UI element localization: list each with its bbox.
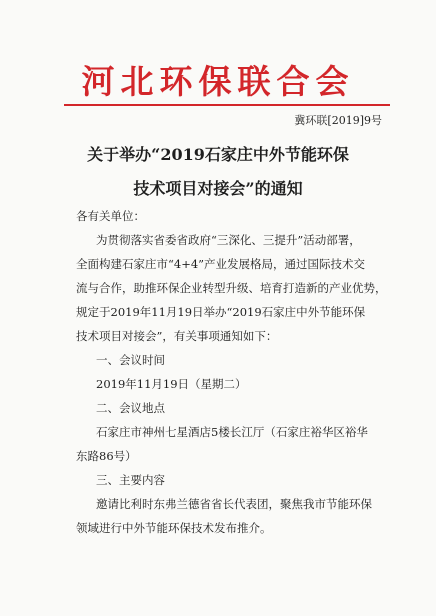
intro-line: 技术项目对接会”，有关事项通知如下： [76, 329, 278, 343]
section-3-heading: 三、主要内容 [96, 473, 165, 487]
document-number: 冀环联[2019]9号 [294, 114, 382, 127]
section-1-text: 2019年11月19日（星期二） [96, 377, 247, 391]
section-3-text: 邀请比利时东弗兰德省省长代表团，聚焦我市节能环保 [96, 497, 372, 511]
intro-line: 规定于2019年11月19日举办“2019石家庄中外节能环保 [76, 305, 366, 319]
section-2-heading: 二、会议地点 [96, 401, 165, 415]
intro-line: 为贯彻落实省委省政府“三深化、三提升”活动部署， [96, 233, 361, 247]
section-2-text: 石家庄市神州七星酒店5楼长江厅（石家庄裕华区裕华 [96, 425, 368, 439]
org-name-heading: 河北环保联合会 [81, 62, 355, 101]
red-divider-line [64, 104, 390, 106]
intro-line: 流与合作，助推环保企业转型升级、培育打造新的产业优势， [76, 281, 387, 295]
document-title-line-1: 关于举办“2019石家庄中外节能环保 [87, 145, 349, 164]
intro-line: 全面构建石家庄市“4+4”产业发展格局，通过国际技术交 [76, 257, 366, 271]
section-3-text: 领域进行中外节能环保技术发布推介。 [76, 521, 272, 535]
document-title-line-2: 技术项目对接会”的通知 [133, 179, 303, 198]
salutation: 各有关单位： [76, 209, 145, 223]
section-1-heading: 一、会议时间 [96, 353, 165, 367]
section-2-text: 东路86号） [76, 449, 137, 463]
